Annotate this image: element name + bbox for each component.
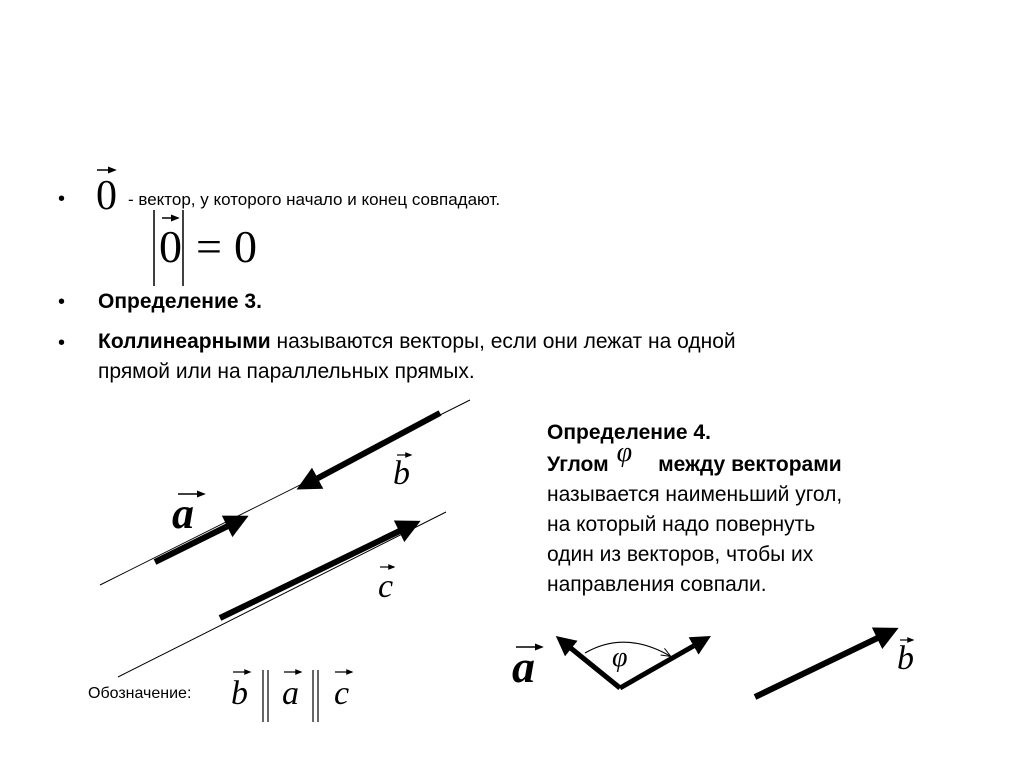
bullet: • (58, 332, 66, 354)
formula-rhs: 0 (234, 221, 257, 272)
phi-symbol: φ (616, 437, 633, 468)
formula-lhs: 0 (159, 221, 182, 272)
notation-c: c (334, 675, 350, 712)
bullet: • (58, 291, 66, 313)
vector-a (155, 520, 240, 562)
definition3-text: Коллинеарными называются векторы, если они лежат на одной прямой или на параллельных прямых. (98, 330, 736, 383)
vector-b-standalone (755, 632, 890, 697)
definition3-title: Определение 3. (98, 290, 262, 313)
formula-eq: = (196, 221, 222, 272)
angle-vector-b (620, 640, 704, 688)
label-c: c (378, 568, 394, 605)
bullet: • (58, 188, 66, 210)
vector-b (305, 413, 440, 485)
label-b: b (393, 455, 410, 492)
notation-a: a (282, 675, 299, 712)
zero-vector-symbol: 0 (96, 173, 117, 219)
line-2 (118, 512, 446, 677)
angle-label-b: b (897, 640, 914, 677)
zero-vector-text: - вектор, у которого начало и конец совпадают. (128, 190, 501, 209)
definition4: Определение 4. Углом φ между векторами называется наименьший угол, на который надо повернуть один из векторов, чтобы их направления совпали. (547, 418, 842, 600)
angle-label-a: a (512, 641, 535, 692)
notation-label: Обозначение: (88, 685, 192, 702)
label-a: a (172, 489, 194, 538)
definition3-term: Коллинеарными (98, 330, 271, 353)
notation-b: b (231, 675, 248, 712)
angle-arc (585, 642, 670, 656)
definition4-title: Определение 4. (547, 421, 711, 444)
angle-label-phi: φ (612, 642, 628, 673)
